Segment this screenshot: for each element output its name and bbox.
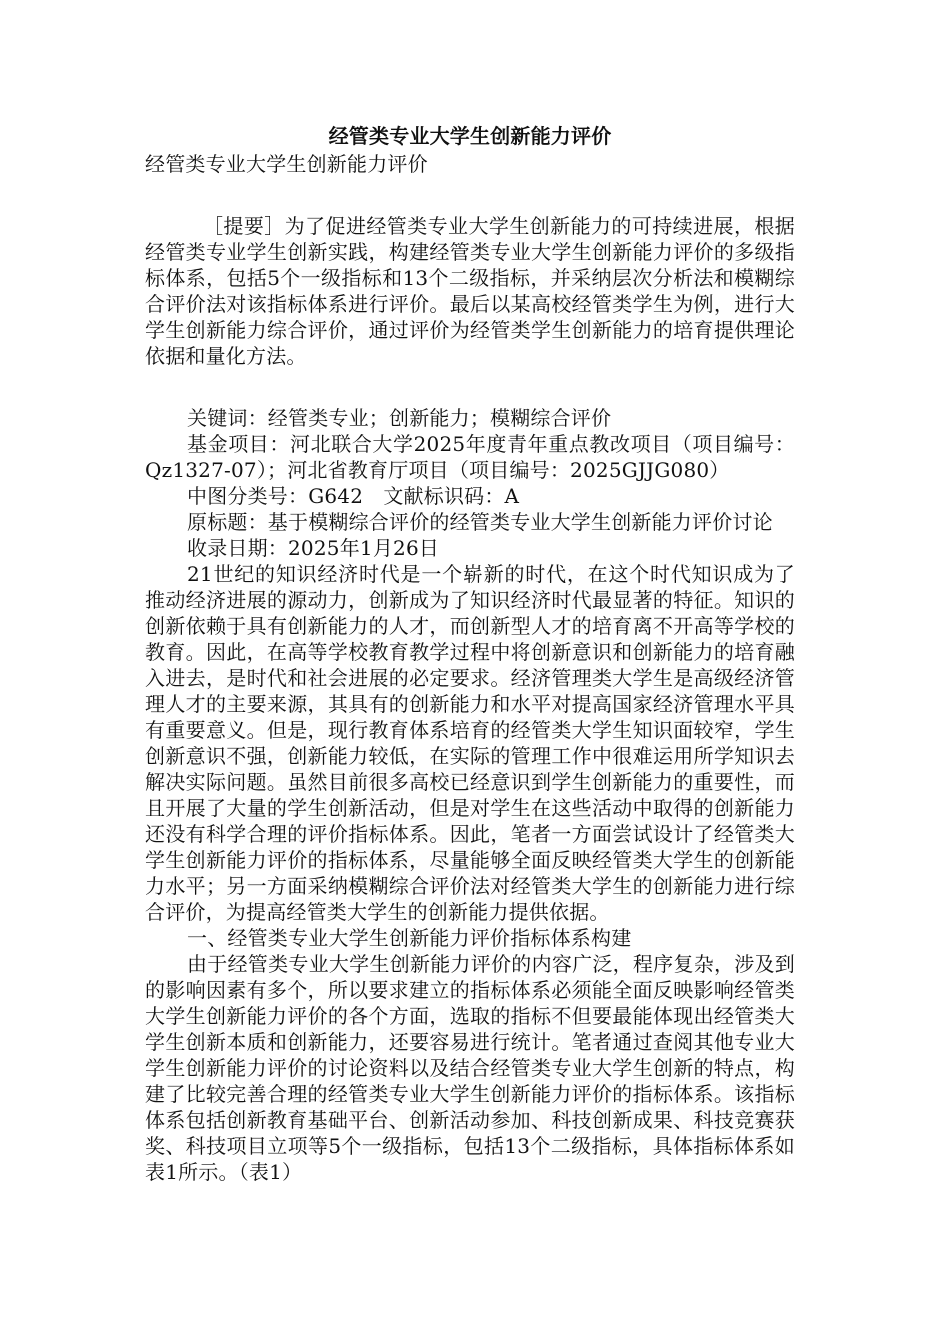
original-title-line: 原标题：基于模糊综合评价的经管类专业大学生创新能力评价讨论 bbox=[187, 510, 773, 534]
body-paragraph-1: 21世纪的知识经济时代是一个崭新的时代，在这个时代知识成为了推动经济进展的源动力，创新成为了知识经济时代最显著的特征。知识的创新依赖于具有创新能力的人才，而创新型人才的培育离不开高等学校的教育。因此，在高等学校教育教学过程中将创新意识和创新能力的培育融入进去，是时代和社会进展的必定要求。经济管理类大学生是高级经济管理人才的主要来源，其具有的创新能力和水平对提高国家经济管理水平具有重要意义。但是，现行教育体系培育的经管类大学生知识面较窄，学生创新意识不强，创新能力较低，在实际的管理工作中很难运用所学知识去解决实际问题。虽然目前很多高校已经意识到学生创新能力的重要性，而且开展了大量的学生创新活动，但是对学生在这些活动中取得的创新能力还没有科学合理的评价指标体系。因此，笔者一方面尝试设计了经管类大学生创新能力评价的指标体系，尽量能够全面反映经管类大学生的创新能力水平；另一方面采纳模糊综合评价法对经管类大学生的创新能力进行综合评价，为提高经管类大学生的创新能力提供依据。 bbox=[145, 562, 795, 924]
document-body bbox=[145, 123, 795, 1185]
classification-line: 中图分类号：G642 文献标识码：A bbox=[187, 484, 520, 508]
abstract-paragraph: ［提要］为了促进经管类专业大学生创新能力的可持续进展，根据经管类专业学生创新实践，构建经管类专业大学生创新能力评价的多级指标体系，包括5个一级指标和13个二级指标，并采纳层次分析法和模糊综合评价法对该指标体系进行评价。最后以某高校经管类学生为例，进行大学生创新能力综合评价，通过评价为经管类学生创新能力的培育提供理论依据和量化方法。 bbox=[145, 214, 795, 368]
body-paragraph-2: 由于经管类专业大学生创新能力评价的内容广泛，程序复杂，涉及到的影响因素有多个，所以要求建立的指标体系必须能全面反映影响经管类大学生创新能力评价的各个方面，选取的指标不但要最能体现出经管类大学生创新本质和创新能力，还要容易进行统计。笔者通过查阅其他专业大学生创新能力评价的讨论资料以及结合经管类专业大学生创新的特点，构建了比较完善合理的经管类专业大学生创新能力评价的指标体系。该指标体系包括创新教育基础平台、创新活动参加、科技创新成果、科技竞赛获奖、科技项目立项等5个一级指标，包括13个二级指标，具体指标体系如表1所示。（表1） bbox=[145, 952, 795, 1184]
section-heading-1: 一、经管类专业大学生创新能力评价指标体系构建 bbox=[187, 926, 632, 950]
fund-line: 基金项目：河北联合大学2025年度青年重点教改项目（项目编号：Qz1327-07）；河北省教育厅项目（项目编号：2025GJJG080） bbox=[145, 432, 795, 482]
document-title: 经管类专业大学生创新能力评价 bbox=[328, 124, 612, 148]
received-date-line: 收录日期：2025年1月26日 bbox=[187, 536, 440, 560]
document-subtitle: 经管类专业大学生创新能力评价 bbox=[145, 152, 428, 176]
keywords-line: 关键词：经管类专业；创新能力；模糊综合评价 bbox=[187, 406, 612, 430]
